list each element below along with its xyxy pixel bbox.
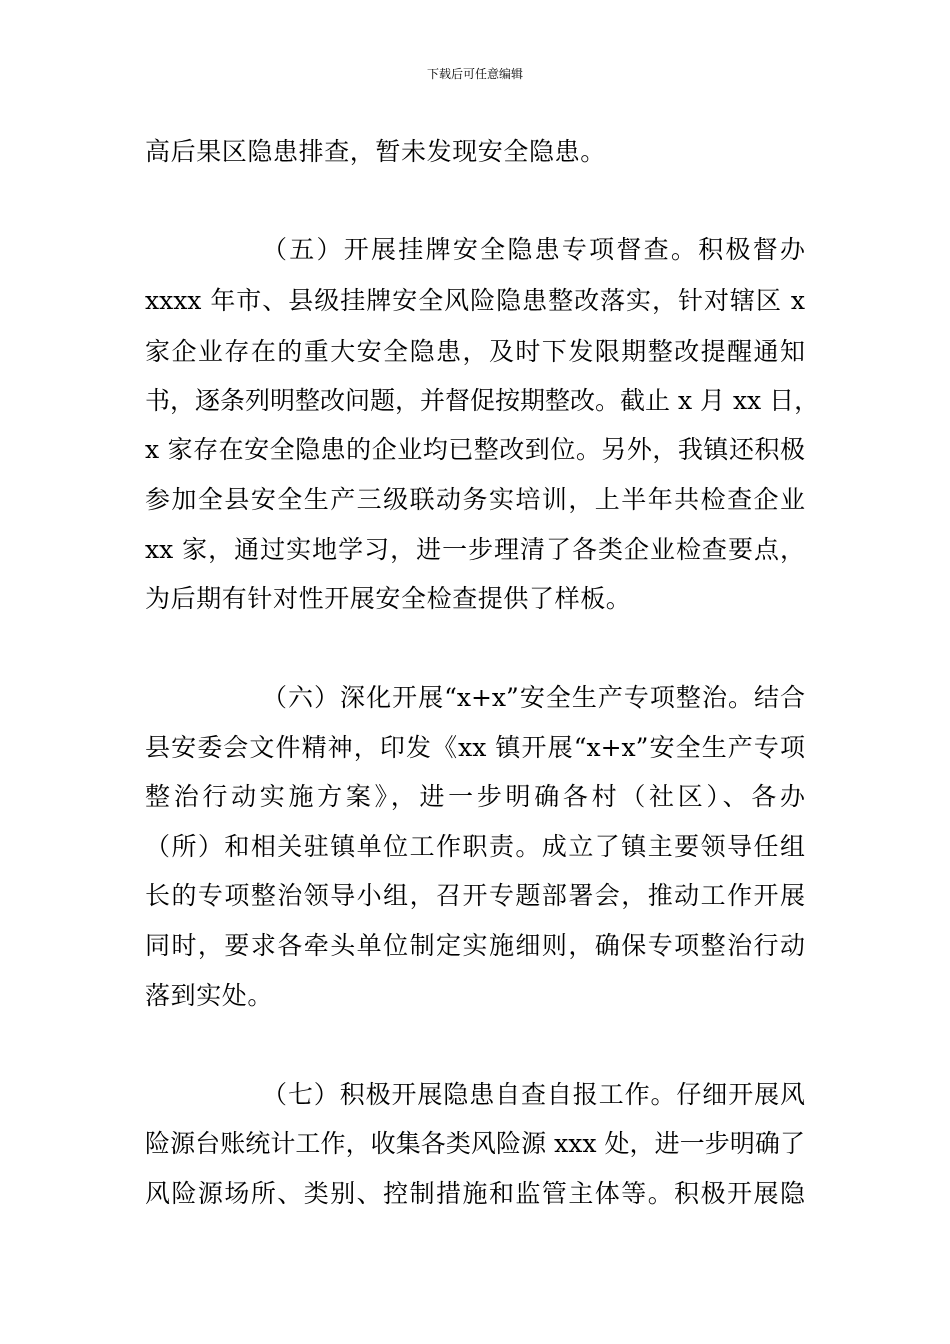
paragraph-line: 长的专项整治领导小组，召开专题部署会，推动工作开展 [145,881,805,910]
paragraph-line: 为后期有针对性开展安全检查提供了样板。 [145,584,632,613]
paragraph-line: 高后果区隐患排查，暂未发现安全隐患。 [145,137,606,166]
paragraph-line: 整治行动实施方案》，进一步明确各村（社区）、各办 [145,782,805,811]
paragraph-line: 家企业存在的重大安全隐患，及时下发限期整改提醒通知 [145,337,805,366]
paragraph-line: （七）积极开展隐患自查自报工作。仔细开展风 [262,1080,805,1109]
paragraph-line: 县安委会文件精神，印发《xx 镇开展“x+x”安全生产专项 [145,733,805,762]
paragraph-line: 参加全县安全生产三级联动务实培训，上半年共检查企业 [145,485,805,514]
paragraph-line: 落到实处。 [145,981,274,1010]
paragraph-line: 风险源场所、类别、控制措施和监管主体等。积极开展隐 [145,1179,805,1208]
page-header-watermark: 下载后可任意编辑 [426,67,523,81]
paragraph-line: 险源台账统计工作，收集各类风险源 xxx 处，进一步明确了 [145,1129,805,1158]
paragraph-line: xxxx 年市、县级挂牌安全风险隐患整改落实，针对辖区 x [145,286,805,315]
paragraph-line: xx 家，通过实地学习，进一步理清了各类企业检查要点， [145,535,805,564]
paragraph-line: x 家存在安全隐患的企业均已整改到位。另外，我镇还积极 [145,435,805,464]
paragraph-line: 同时，要求各牵头单位制定实施细则，确保专项整治行动 [145,931,805,960]
paragraph-line: 书，逐条列明整改问题，并督促按期整改。截止 x 月 xx 日， [145,386,820,415]
paragraph-line: （六）深化开展“x+x”安全生产专项整治。结合 [262,683,805,712]
paragraph-line: （五）开展挂牌安全隐患专项督查。积极督办 [262,235,805,264]
paragraph-line: （所）和相关驻镇单位工作职责。成立了镇主要领导任组 [145,832,805,861]
